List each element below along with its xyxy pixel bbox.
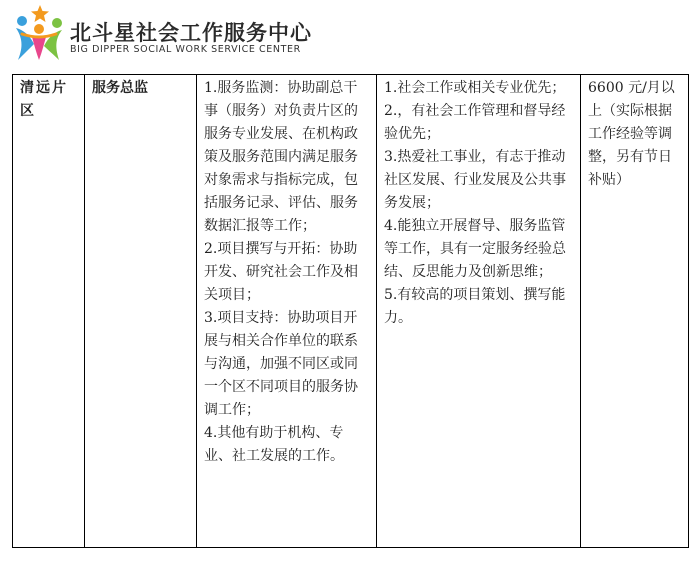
- duty-item: 4.其他有助于机构、专业、社工发展的工作。: [204, 425, 344, 464]
- page-header: [10, 4, 690, 64]
- requirement-item: 4.能独立开展督导、服务监管等工作，具有一定服务经验总结、反思能力及创新思维；: [384, 218, 566, 280]
- salary-cell: 6600 元/月以上（实际根据工作经验等调整，另有节日补贴）: [581, 75, 689, 548]
- area-cell: 清远片区: [13, 75, 85, 548]
- duty-item: 2.项目撰写与开拓：协助开发、研究社会工作及相关项目；: [204, 241, 358, 303]
- position-cell: 服务总监: [85, 75, 197, 548]
- requirements-cell: [377, 75, 581, 548]
- table-row: [13, 75, 689, 548]
- duties-cell: [197, 75, 377, 548]
- duty-item: 1.服务监测：协助副总干事（服务）对负责片区的服务专业发展、在机构政策及服务范围内满足服务对象需求与指标完成，包括服务记录、评估、服务数据汇报等工作；: [204, 80, 358, 234]
- requirement-item: 3.热爱社工事业，有志于推动社区发展、行业发展及公共事务发展；: [384, 149, 566, 211]
- requirement-item: 5.有较高的项目策划、撰写能力。: [384, 287, 566, 326]
- duty-item: 3.项目支持：协助项目开展与相关合作单位的联系与沟通，加强不同区或同一个区不同项目的服务协调工作；: [204, 310, 358, 418]
- people-star-logo-icon: [10, 4, 66, 62]
- org-name: 北斗星社会工作服务中心: [70, 21, 312, 45]
- requirement-item: 2.，有社会工作管理和督导经验优先；: [384, 103, 566, 142]
- requirement-item: 1.社会工作或相关专业优先；: [384, 80, 566, 96]
- job-table: [12, 74, 689, 548]
- org-name-english: BIG DIPPER SOCIAL WORK SERVICE CENTER: [70, 44, 301, 55]
